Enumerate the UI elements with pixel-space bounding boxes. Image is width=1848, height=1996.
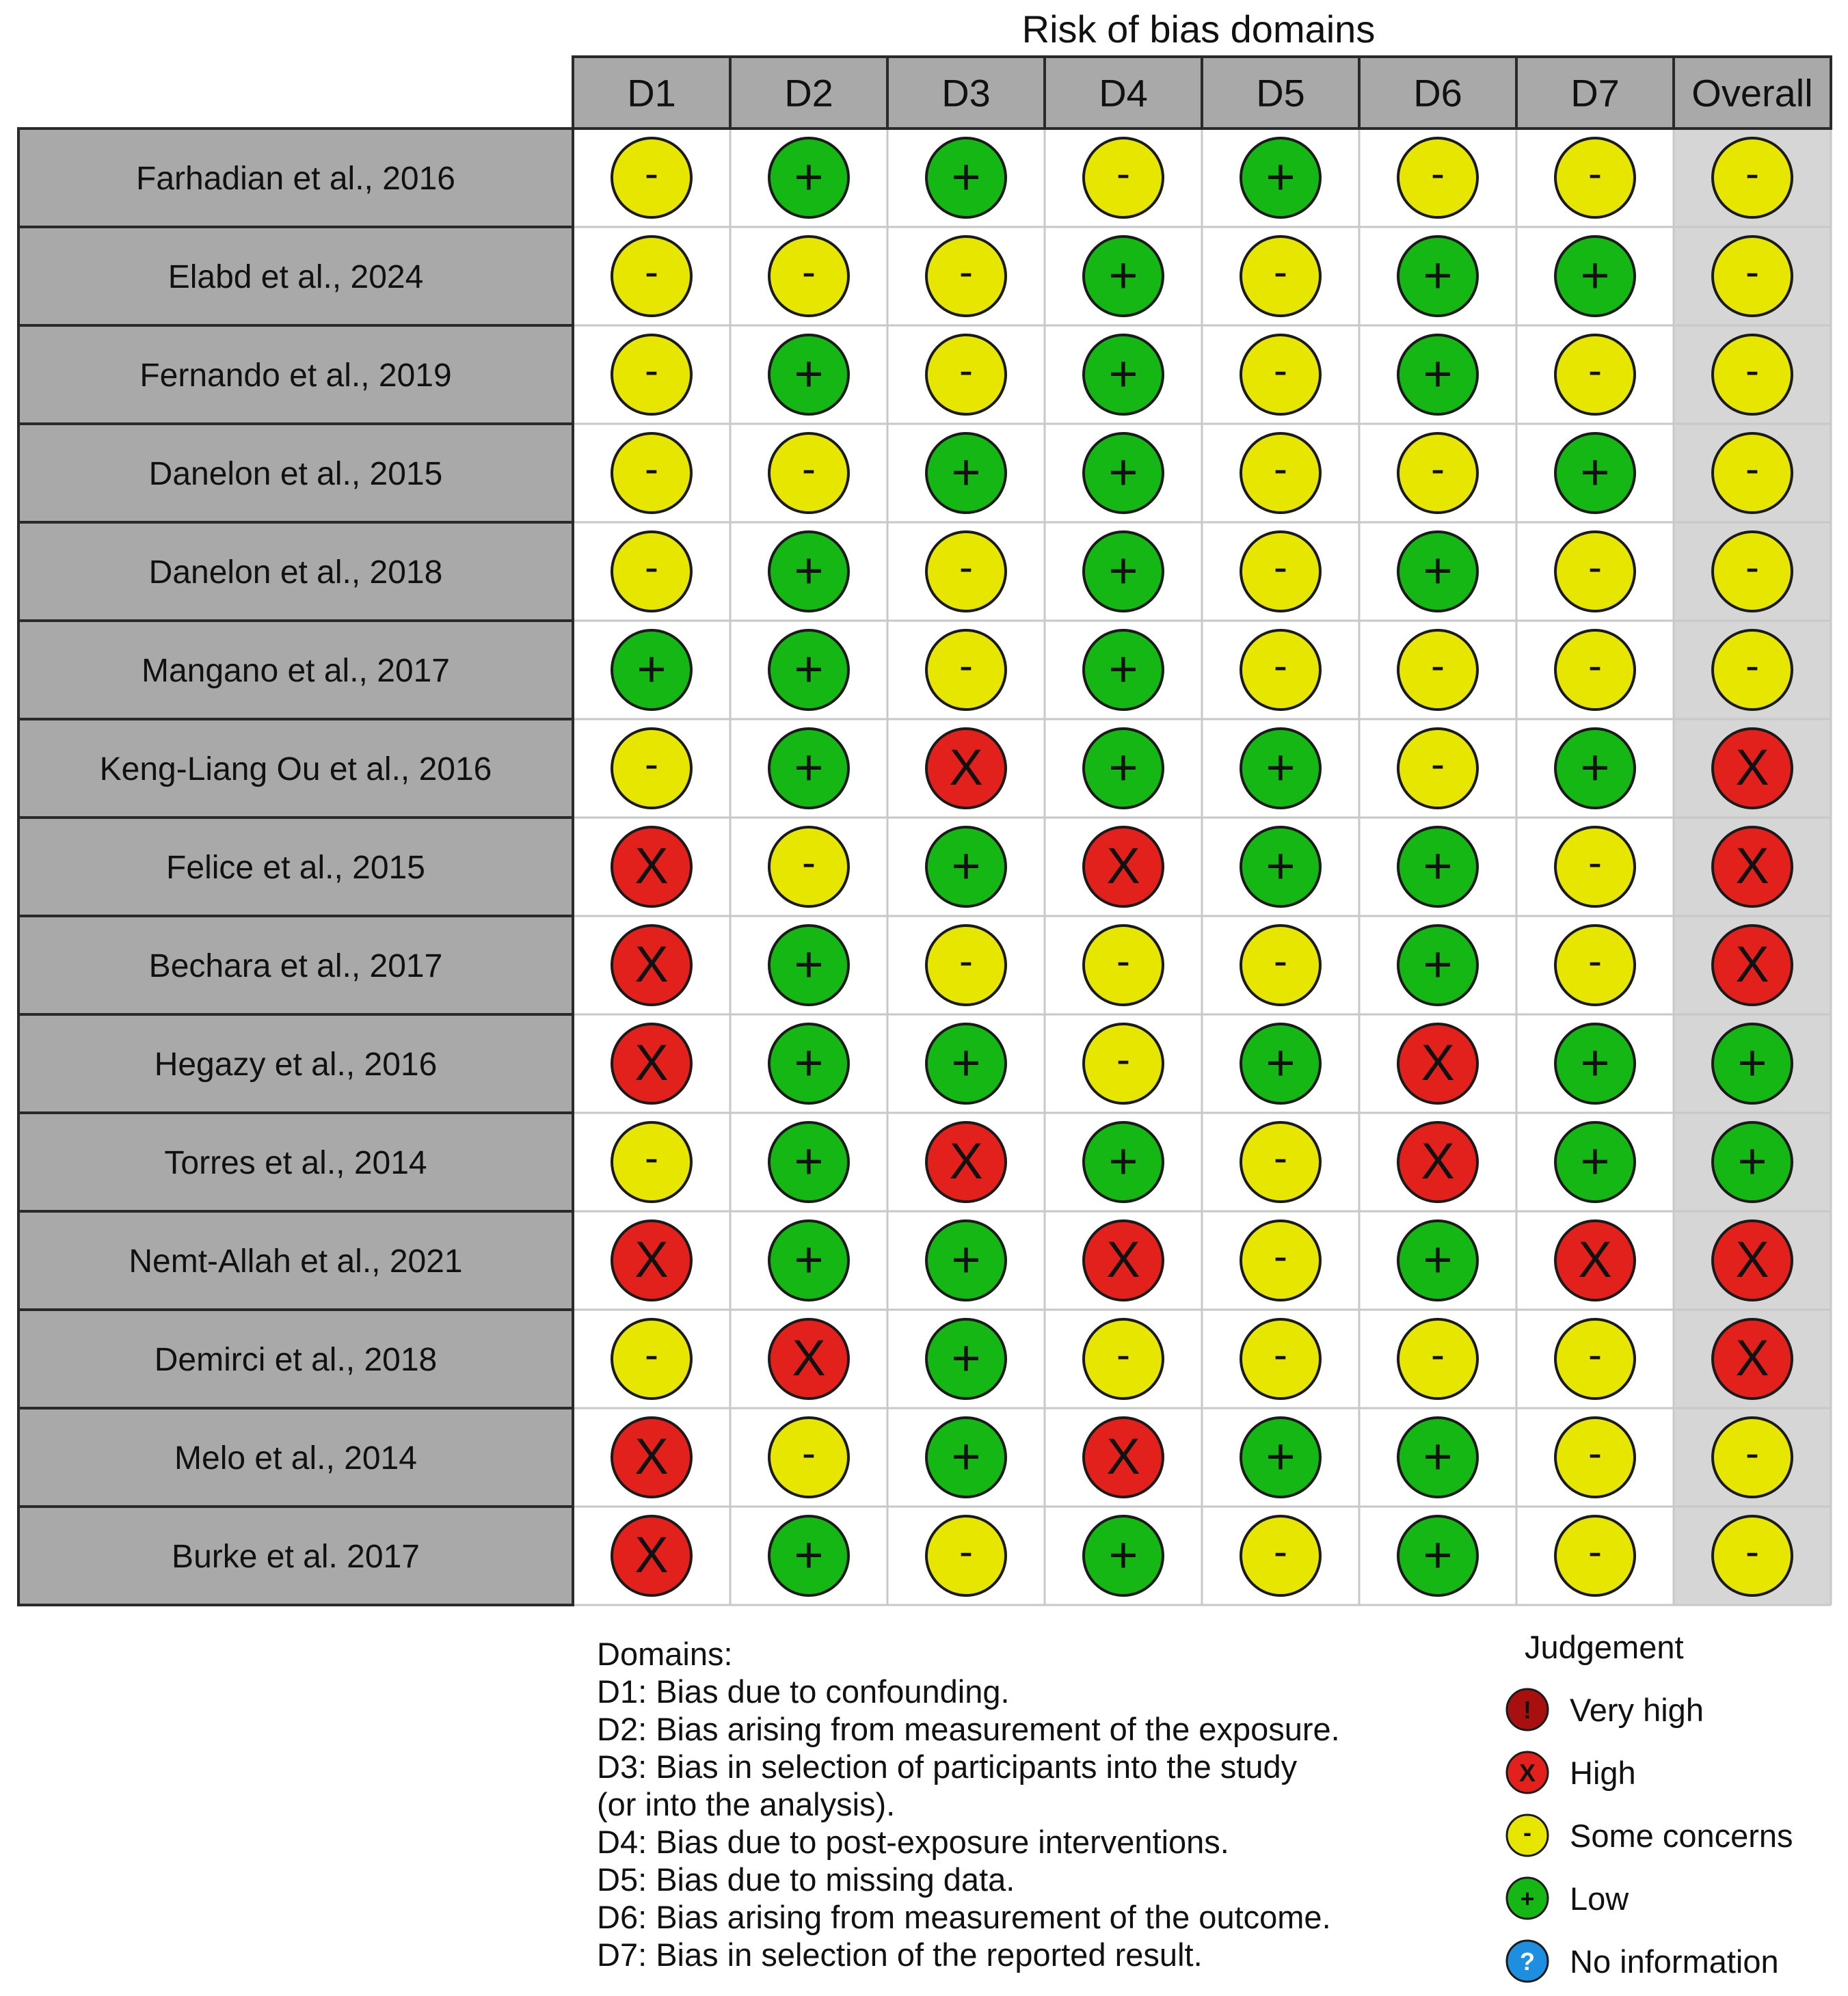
svg-text:+: + [1520, 1885, 1535, 1913]
svg-text:+: + [1108, 1133, 1138, 1189]
svg-text:X: X [634, 1428, 669, 1485]
judgement-mark-some [1555, 926, 1635, 1005]
judgement-mark-some [1555, 827, 1635, 906]
judgement-mark-some [1555, 335, 1635, 414]
svg-text:X: X [634, 837, 669, 894]
domain-description: (or into the analysis). [597, 1786, 896, 1822]
judgement-mark-high [1398, 1024, 1477, 1103]
judgement-mark-low [1241, 138, 1320, 217]
svg-text:+: + [1580, 247, 1610, 304]
judgement-mark-some [612, 335, 691, 414]
judgement-mark-some [612, 729, 691, 808]
svg-text:-: - [959, 544, 973, 590]
judgement-mark-some [1398, 433, 1477, 513]
svg-text:+: + [1423, 345, 1453, 402]
svg-text:+: + [1423, 1231, 1453, 1288]
svg-text:-: - [1274, 1135, 1287, 1181]
judgement-mark-some [1084, 926, 1163, 1005]
judgement-mark-low [926, 1418, 1006, 1497]
judgement-mark-some [1555, 532, 1635, 611]
judgement-mark-low [1555, 237, 1635, 316]
svg-text:-: - [1274, 1233, 1287, 1279]
judgement-mark-high [1713, 729, 1792, 808]
column-header-label: D1 [627, 71, 676, 115]
judgement-mark-high [612, 827, 691, 906]
judgement-mark-low [926, 138, 1006, 217]
judgement-mark-low [1084, 1122, 1163, 1202]
judgement-mark-high [1084, 827, 1163, 906]
legend-item-some [1504, 1804, 1846, 1867]
svg-text:-: - [1274, 347, 1287, 393]
judgement-mark-some [1241, 1516, 1320, 1595]
judgement-mark-some [1241, 1221, 1320, 1300]
svg-text:-: - [1588, 150, 1602, 196]
svg-text:-: - [1745, 347, 1759, 393]
column-header-label: D6 [1413, 71, 1462, 115]
judgement-mark-some [1555, 1516, 1635, 1595]
judgement-mark-some [1713, 335, 1792, 414]
svg-text:-: - [645, 1332, 658, 1377]
judgement-mark-low [1084, 1516, 1163, 1595]
svg-text:-: - [802, 1430, 816, 1476]
svg-text:+: + [1266, 739, 1296, 796]
judgement-mark-some [1241, 335, 1320, 414]
svg-text:X: X [1421, 1133, 1455, 1189]
legend-item-low [1504, 1867, 1846, 1930]
svg-text:-: - [802, 446, 816, 491]
judgement-mark-high [612, 1024, 691, 1103]
domain-description: D7: Bias in selection of the reported result. [597, 1937, 1203, 1973]
svg-text:+: + [794, 148, 824, 205]
svg-text:-: - [1116, 1332, 1130, 1377]
svg-text:+: + [1108, 345, 1138, 402]
judgement-mark-low [1555, 1122, 1635, 1202]
svg-text:+: + [1580, 1133, 1610, 1189]
judgement-mark-some [926, 335, 1006, 414]
study-labels [18, 129, 573, 1605]
study-label: Torres et al., 2014 [164, 1145, 427, 1181]
judgement-mark-high [612, 1516, 691, 1595]
svg-text:X: X [634, 936, 669, 993]
judgement-mark-low [926, 1221, 1006, 1300]
chart-title: Risk of bias domains [1021, 8, 1376, 51]
svg-text:-: - [1588, 347, 1602, 393]
judgement-mark-high [1713, 1319, 1792, 1399]
svg-text:-: - [645, 249, 658, 295]
svg-text:-: - [1745, 446, 1759, 491]
study-label: Mangano et al., 2017 [141, 653, 451, 689]
judgement-mark-low [1713, 1024, 1792, 1103]
legend-label: Low [1570, 1880, 1629, 1917]
svg-text:X: X [1735, 936, 1769, 993]
judgement-mark-low [926, 827, 1006, 906]
svg-text:X: X [1106, 1428, 1140, 1485]
svg-text:-: - [959, 643, 973, 688]
judgement-mark-some [1241, 1319, 1320, 1399]
judgement-mark-low [769, 1122, 848, 1202]
svg-text:-: - [1274, 938, 1287, 984]
svg-text:X: X [949, 1133, 983, 1189]
judgement-mark-some [769, 1418, 848, 1497]
svg-text:X: X [792, 1330, 826, 1386]
judgement-mark-some [1713, 1516, 1792, 1595]
svg-text:X: X [634, 1034, 669, 1091]
svg-text:+: + [637, 640, 667, 697]
legend-symbol-low-icon [1504, 1875, 1551, 1921]
judgement-mark-low [1241, 729, 1320, 808]
svg-text:-: - [645, 741, 658, 787]
judgement-mark-some [1084, 1024, 1163, 1103]
svg-text:-: - [1588, 1430, 1602, 1476]
judgement-mark-some [1398, 729, 1477, 808]
judgement-mark-some [1241, 1122, 1320, 1202]
study-label: Danelon et al., 2015 [148, 456, 443, 492]
svg-text:+: + [951, 444, 981, 500]
judgement-mark-some [926, 630, 1006, 710]
judgement-mark-low [1398, 827, 1477, 906]
judgement-mark-high [612, 926, 691, 1005]
study-label: Demirci et al., 2018 [154, 1342, 438, 1378]
judgement-mark-some [926, 926, 1006, 1005]
judgement-mark-low [1398, 1418, 1477, 1497]
judgement-mark-low [769, 1516, 848, 1595]
judgement-legend-title: Judgement [1525, 1629, 1684, 1665]
judgement-mark-some [769, 433, 848, 513]
judgement-mark-some [1241, 433, 1320, 513]
study-label: Bechara et al., 2017 [148, 948, 443, 984]
judgement-mark-some [1241, 532, 1320, 611]
study-label: Elabd et al., 2024 [168, 259, 424, 295]
judgement-mark-low [1555, 1024, 1635, 1103]
svg-text:-: - [1745, 544, 1759, 590]
svg-text:-: - [1523, 1818, 1531, 1846]
svg-text:-: - [959, 938, 973, 984]
study-label: Danelon et al., 2018 [148, 554, 443, 591]
svg-text:-: - [645, 544, 658, 590]
judgement-mark-low [926, 433, 1006, 513]
column-header-label: D4 [1099, 71, 1148, 115]
svg-text:+: + [1423, 936, 1453, 993]
judgement-mark-low [926, 1319, 1006, 1399]
svg-text:-: - [1431, 1332, 1445, 1377]
judgement-mark-some [1713, 532, 1792, 611]
svg-text:-: - [1116, 1036, 1130, 1082]
judgement-mark-low [769, 729, 848, 808]
judgement-legend [1504, 1627, 1846, 1993]
svg-text:+: + [1737, 1133, 1767, 1189]
judgement-mark-some [1555, 630, 1635, 710]
svg-text:X: X [634, 1526, 669, 1583]
judgement-mark-low [1084, 237, 1163, 316]
svg-text:+: + [1266, 1034, 1296, 1091]
svg-text:+: + [951, 1231, 981, 1288]
column-header-label: D7 [1570, 71, 1620, 115]
judgement-mark-some [1555, 1319, 1635, 1399]
study-label: Burke et al. 2017 [172, 1539, 420, 1575]
svg-text:+: + [951, 1330, 981, 1386]
judgement-mark-some [769, 237, 848, 316]
svg-text:+: + [1580, 444, 1610, 500]
svg-text:-: - [1431, 150, 1445, 196]
legend-symbol-high-icon [1504, 1749, 1551, 1796]
svg-text:+: + [1423, 542, 1453, 599]
judgement-mark-low [1084, 630, 1163, 710]
svg-text:+: + [1108, 1526, 1138, 1583]
judgement-mark-low [1084, 729, 1163, 808]
svg-text:+: + [794, 739, 824, 796]
svg-text:-: - [1588, 839, 1602, 885]
judgement-mark-low [1713, 1122, 1792, 1202]
judgement-mark-low [1398, 1516, 1477, 1595]
svg-text:+: + [951, 837, 981, 894]
study-label: Keng-Liang Ou et al., 2016 [99, 751, 492, 787]
judgement-mark-low [1398, 335, 1477, 414]
svg-text:-: - [1274, 1332, 1287, 1377]
svg-text:+: + [794, 1231, 824, 1288]
study-label: Felice et al., 2015 [166, 850, 425, 886]
svg-text:+: + [794, 1034, 824, 1091]
svg-text:+: + [1423, 837, 1453, 894]
svg-text:X: X [634, 1231, 669, 1288]
svg-text:+: + [794, 936, 824, 993]
judgement-mark-high [1713, 926, 1792, 1005]
svg-text:-: - [1116, 938, 1130, 984]
svg-text:X: X [1735, 837, 1769, 894]
judgement-mark-low [1398, 926, 1477, 1005]
svg-text:+: + [1423, 247, 1453, 304]
judgement-mark-some [612, 1122, 691, 1202]
judgement-mark-low [1241, 827, 1320, 906]
judgement-mark-some [1713, 433, 1792, 513]
svg-text:?: ? [1520, 1947, 1535, 1975]
svg-text:X: X [1106, 1231, 1140, 1288]
judgement-mark-some [926, 532, 1006, 611]
domains-legend [597, 1635, 1486, 1973]
svg-text:X: X [1518, 1759, 1536, 1787]
judgement-mark-high [1084, 1221, 1163, 1300]
svg-text:+: + [1266, 148, 1296, 205]
svg-text:+: + [1423, 1526, 1453, 1583]
judgement-mark-high [1398, 1122, 1477, 1202]
svg-text:+: + [1580, 1034, 1610, 1091]
svg-text:+: + [794, 1526, 824, 1583]
judgement-mark-some [1555, 138, 1635, 217]
svg-text:X: X [949, 739, 983, 796]
domains-legend-title: Domains: [597, 1636, 733, 1672]
legend-symbol-no-info-icon [1504, 1938, 1551, 1984]
svg-text:X: X [1421, 1034, 1455, 1091]
judgement-mark-some [1713, 138, 1792, 217]
judgement-mark-some [612, 532, 691, 611]
svg-text:-: - [1588, 643, 1602, 688]
legend-symbol-some-icon [1504, 1812, 1551, 1859]
column-header-label: D5 [1256, 71, 1305, 115]
judgement-mark-low [769, 1221, 848, 1300]
judgement-mark-some [1084, 1319, 1163, 1399]
svg-text:+: + [1108, 739, 1138, 796]
judgement-mark-high [1084, 1418, 1163, 1497]
svg-text:-: - [645, 1135, 658, 1181]
svg-text:+: + [794, 640, 824, 697]
domain-description: D3: Bias in selection of participants into the study [597, 1749, 1298, 1785]
legend-symbol-very-high-icon [1504, 1686, 1551, 1733]
svg-text:+: + [1266, 837, 1296, 894]
svg-text:-: - [1745, 150, 1759, 196]
judgement-mark-low [1555, 729, 1635, 808]
judgement-mark-some [1398, 1319, 1477, 1399]
judgement-mark-low [769, 1024, 848, 1103]
svg-text:-: - [1745, 1528, 1759, 1574]
judgement-mark-some [1398, 630, 1477, 710]
legend-item-very-high [1504, 1678, 1846, 1741]
svg-text:X: X [1578, 1231, 1612, 1288]
judgement-mark-high [1713, 1221, 1792, 1300]
svg-text:-: - [1431, 643, 1445, 688]
svg-text:X: X [1106, 837, 1140, 894]
column-header-label: D3 [941, 71, 991, 115]
legend-label: No information [1570, 1943, 1779, 1980]
svg-text:-: - [1431, 741, 1445, 787]
svg-text:X: X [1735, 1330, 1769, 1386]
svg-text:+: + [1580, 739, 1610, 796]
judgement-mark-some [1713, 1418, 1792, 1497]
column-headers [573, 57, 1831, 129]
svg-text:+: + [1423, 1428, 1453, 1485]
svg-text:+: + [1108, 542, 1138, 599]
svg-text:+: + [1108, 640, 1138, 697]
svg-text:-: - [959, 249, 973, 295]
judgement-mark-some [1398, 138, 1477, 217]
domain-description: D2: Bias arising from measurement of the exposure. [597, 1711, 1340, 1747]
svg-text:+: + [1108, 444, 1138, 500]
svg-text:+: + [794, 1133, 824, 1189]
svg-text:-: - [1274, 1528, 1287, 1574]
judgement-mark-some [926, 1516, 1006, 1595]
svg-text:-: - [1274, 249, 1287, 295]
judgement-mark-some [769, 827, 848, 906]
judgement-mark-some [1084, 138, 1163, 217]
svg-text:+: + [1108, 247, 1138, 304]
chart-grid [573, 129, 1831, 1605]
judgement-mark-high [612, 1418, 691, 1497]
domain-description: D5: Bias due to missing data. [597, 1861, 1015, 1898]
judgement-mark-low [1555, 433, 1635, 513]
svg-text:-: - [1745, 249, 1759, 295]
judgement-mark-some [612, 1319, 691, 1399]
judgement-mark-high [1555, 1221, 1635, 1300]
domain-description: D6: Bias arising from measurement of the outcome. [597, 1899, 1331, 1935]
svg-text:-: - [1588, 544, 1602, 590]
judgement-mark-some [1241, 926, 1320, 1005]
judgement-mark-low [1398, 532, 1477, 611]
column-header-label: Overall [1691, 71, 1813, 115]
study-label: Hegazy et al., 2016 [154, 1047, 438, 1083]
legend-label: Some concerns [1570, 1817, 1793, 1854]
judgement-mark-high [612, 1221, 691, 1300]
judgement-mark-some [1241, 237, 1320, 316]
svg-text:-: - [645, 446, 658, 491]
judgement-mark-some [612, 138, 691, 217]
judgement-mark-some [1713, 630, 1792, 710]
domain-description: D4: Bias due to post-exposure interventions. [597, 1824, 1229, 1860]
svg-text:-: - [1588, 1332, 1602, 1377]
judgement-mark-some [926, 237, 1006, 316]
domain-description: D1: Bias due to confounding. [597, 1673, 1010, 1710]
judgement-mark-high [926, 729, 1006, 808]
study-label: Melo et al., 2014 [174, 1440, 417, 1476]
svg-text:-: - [1745, 643, 1759, 688]
svg-text:+: + [951, 1428, 981, 1485]
svg-text:+: + [951, 1034, 981, 1091]
judgement-mark-some [1713, 237, 1792, 316]
svg-text:+: + [794, 542, 824, 599]
judgement-mark-low [1084, 335, 1163, 414]
svg-text:+: + [1266, 1428, 1296, 1485]
study-label: Farhadian et al., 2016 [136, 161, 455, 197]
judgement-mark-high [926, 1122, 1006, 1202]
column-header-label: D2 [784, 71, 833, 115]
legend-item-no-info [1504, 1930, 1846, 1993]
judgement-mark-some [612, 237, 691, 316]
judgement-mark-low [1398, 237, 1477, 316]
svg-text:X: X [1735, 1231, 1769, 1288]
svg-text:-: - [802, 249, 816, 295]
svg-text:-: - [1274, 643, 1287, 688]
judgement-mark-some [612, 433, 691, 513]
svg-text:-: - [1745, 1430, 1759, 1476]
svg-text:+: + [951, 148, 981, 205]
judgement-mark-low [1398, 1221, 1477, 1300]
svg-text:-: - [645, 347, 658, 393]
svg-text:-: - [802, 839, 816, 885]
svg-text:-: - [1431, 446, 1445, 491]
judgement-mark-some [1555, 1418, 1635, 1497]
legend-label: High [1570, 1754, 1636, 1791]
judgement-mark-low [769, 138, 848, 217]
judgement-mark-some [1241, 630, 1320, 710]
judgement-mark-low [926, 1024, 1006, 1103]
svg-text:-: - [1588, 1528, 1602, 1574]
legend-label: Very high [1570, 1691, 1704, 1728]
svg-text:-: - [1274, 544, 1287, 590]
svg-text:X: X [1735, 739, 1769, 796]
judgement-mark-low [612, 630, 691, 710]
judgement-mark-low [1241, 1024, 1320, 1103]
judgement-mark-high [1713, 827, 1792, 906]
judgement-mark-low [769, 335, 848, 414]
judgement-mark-low [1084, 532, 1163, 611]
svg-text:-: - [1588, 938, 1602, 984]
judgement-mark-low [769, 926, 848, 1005]
legend-item-high [1504, 1741, 1846, 1804]
svg-text:-: - [959, 347, 973, 393]
judgement-mark-low [1084, 433, 1163, 513]
svg-text:-: - [645, 150, 658, 196]
svg-text:!: ! [1523, 1696, 1531, 1724]
judgement-mark-high [769, 1319, 848, 1399]
svg-text:-: - [1116, 150, 1130, 196]
study-label: Nemt-Allah et al., 2021 [129, 1243, 463, 1280]
judgement-mark-low [1241, 1418, 1320, 1497]
svg-text:-: - [959, 1528, 973, 1574]
svg-text:-: - [1274, 446, 1287, 491]
judgement-mark-low [769, 532, 848, 611]
study-label: Fernando et al., 2019 [139, 358, 452, 394]
svg-text:+: + [794, 345, 824, 402]
svg-text:+: + [1737, 1034, 1767, 1091]
judgement-mark-low [769, 630, 848, 710]
